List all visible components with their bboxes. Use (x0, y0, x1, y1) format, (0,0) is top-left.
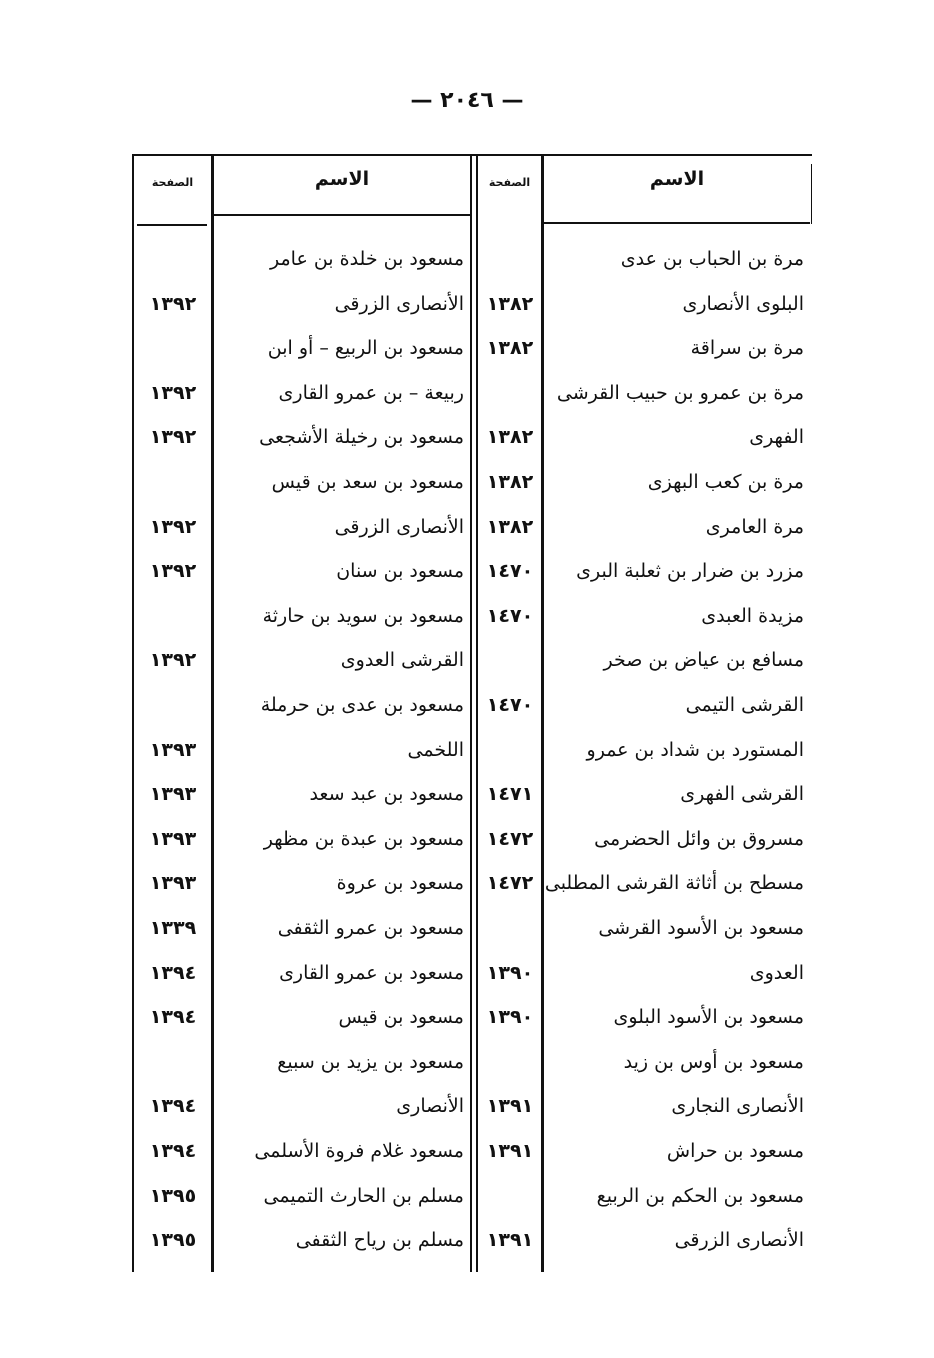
left-column-name: مسعود بن سعد بن قيس (271, 471, 464, 493)
right-column-name: مسعود بن أوس بن زيد (623, 1050, 804, 1073)
left-column-name: مسعود بن خلدة بن عامر (270, 248, 464, 270)
right-column-name: مسافع بن عياض بن صخر (603, 649, 804, 672)
left-column-name: مسلم بن رياح الثقفى (295, 1229, 464, 1252)
right-column-page: ١٤٧١ (486, 783, 534, 806)
right-column-page: ١٤٧٠ (486, 604, 534, 627)
right-column-name: مرة بن الحباب بن عدى (620, 248, 804, 270)
top-border (132, 154, 812, 156)
left-column-name: مسعود بن عمرو القارى (279, 961, 464, 984)
right-column-name: الأنصارى النجارى (671, 1095, 804, 1118)
left-column-name: مسعود بن سويد بن حارثة (262, 604, 464, 627)
left-column-page: ١٣٩٢ (149, 381, 197, 404)
right-column-page: ١٣٨٢ (486, 471, 534, 493)
right-column-page: ١٣٩٠ (486, 1006, 534, 1029)
right-column-name: العدوى (749, 961, 804, 984)
left-column-name: مسعود بن عدى بن حرملة (260, 694, 464, 716)
right-column-name: مسطح بن أثاثة القرشى المطلبى (544, 872, 804, 895)
right-column-page: ١٣٨٢ (486, 337, 534, 360)
right-column-page: ١٣٩١ (486, 1095, 534, 1118)
right-column-page: ١٤٧٠ (486, 694, 534, 716)
right-column-name: مسعود بن الأسود البلوى (613, 1006, 804, 1029)
left-column-page: ١٣٩٣ (149, 827, 197, 850)
right-page-header: الصفحة (488, 176, 531, 189)
right-column-name: المستورد بن شداد بن عمرو (586, 738, 804, 761)
left-column-name: مسعود بن عبدة بن مظهر (263, 827, 464, 850)
left-column-page: ١٣٩٣ (149, 783, 197, 806)
right-column-name: مزرد بن ضرار بن ثعلبة البرى (576, 560, 804, 583)
center-double-rule-a (476, 154, 478, 1272)
left-column-name: الأنصارى الزرقى (334, 292, 464, 315)
right-column-name: مسروق بن وائل الحضرمى (594, 827, 804, 850)
left-column-page: ١٣٩٢ (149, 426, 197, 449)
left-column-page: ١٣٩٥ (149, 1229, 197, 1252)
left-page-header: الصفحة (151, 176, 194, 189)
center-double-rule-b (470, 154, 472, 1272)
left-page-header-rule (137, 224, 207, 226)
left-column-name: مسعود بن الربيع – أو ابن (267, 337, 464, 360)
right-column-page: ١٣٩٠ (486, 961, 534, 984)
left-column-name: مسعود بن يزيد بن سبيع (277, 1050, 464, 1073)
right-column-name: مرة العامرى (705, 515, 804, 538)
left-column-name: ربيعة – بن عمرو القارى (278, 381, 464, 404)
right-column-page: ١٣٩١ (486, 1140, 534, 1162)
left-column-page: ١٣٩٤ (149, 1140, 197, 1162)
right-column-page: ١٣٨٢ (486, 426, 534, 449)
left-column-name: الأنصارى (396, 1095, 464, 1118)
right-column-name: مسعود بن حراش (666, 1140, 804, 1162)
left-column-name: مسعود بن قيس (338, 1006, 464, 1029)
right-column-page: ١٤٧٢ (486, 827, 534, 850)
left-page-column-divider (211, 154, 214, 1272)
left-column-page: ١٣٩٤ (149, 1095, 197, 1118)
left-column-page: ١٣٩٢ (149, 515, 197, 538)
left-column-name: مسعود بن سنان (336, 560, 464, 583)
right-column-name: البلوى الأنصارى (682, 292, 804, 315)
right-column-name: مسعود بن الأسود القرشى (598, 917, 804, 939)
left-column-name: القرشى العدوى (340, 649, 464, 672)
left-name-header: الاسم (314, 168, 370, 190)
right-column-page: ١٣٨٢ (486, 515, 534, 538)
right-column-name: الأنصارى الزرقى (674, 1229, 804, 1252)
left-column-name: مسعود بن عبد سعد (309, 783, 464, 806)
left-column-page: ١٣٩٤ (149, 961, 197, 984)
left-column-name: مسعود غلام فروة الأسلمى (254, 1140, 464, 1162)
left-border (132, 154, 134, 1272)
right-column-name: مرة بن سراقة (690, 337, 804, 360)
right-column-page: ١٤٧٢ (486, 872, 534, 895)
right-column-name: الفهرى (749, 426, 804, 449)
right-column-name: القرشى الفهرى (680, 783, 804, 806)
right-column-page: ١٣٨٢ (486, 292, 534, 315)
right-column-page: ١٤٧٠ (486, 560, 534, 583)
left-header-rule (214, 214, 470, 216)
left-column-page: ١٣٣٩ (149, 917, 197, 939)
right-column-name: القرشى التيمى (685, 694, 804, 716)
left-column-name: مسلم بن الحارث التميمى (263, 1184, 464, 1207)
right-column-page: ١٣٩١ (486, 1229, 534, 1252)
left-column-name: اللخمى (407, 738, 464, 761)
left-column-page: ١٣٩٤ (149, 1006, 197, 1029)
left-column-page: ١٣٩٥ (149, 1184, 197, 1207)
right-column-name: مسعود بن الحكم بن الربيع (596, 1184, 804, 1207)
left-column-name: مسعود بن عمرو الثقفى (277, 917, 464, 939)
page-number: — ٢٠٤٦ — (410, 88, 524, 113)
right-column-name: مرة بن كعب البهزى (647, 471, 804, 493)
right-column-name: مرة بن عمرو بن حبيب القرشى (556, 381, 804, 404)
left-column-name: الأنصارى الزرقى (334, 515, 464, 538)
left-column-page: ١٣٩٣ (149, 872, 197, 895)
left-column-page: ١٣٩٢ (149, 560, 197, 583)
left-column-page: ١٣٩٢ (149, 292, 197, 315)
right-name-header: الاسم (649, 168, 705, 190)
left-column-page: ١٣٩٢ (149, 649, 197, 672)
index-table (132, 154, 812, 1272)
left-column-name: مسعود بن رخيلة الأشجعى (259, 426, 464, 449)
left-column-name: مسعود بن عروة (336, 872, 464, 895)
right-border (811, 164, 812, 224)
right-header-rule (544, 222, 810, 224)
right-page-column-divider (541, 154, 544, 1272)
left-column-page: ١٣٩٣ (149, 738, 197, 761)
right-column-name: مزيدة العبدى (701, 604, 804, 627)
